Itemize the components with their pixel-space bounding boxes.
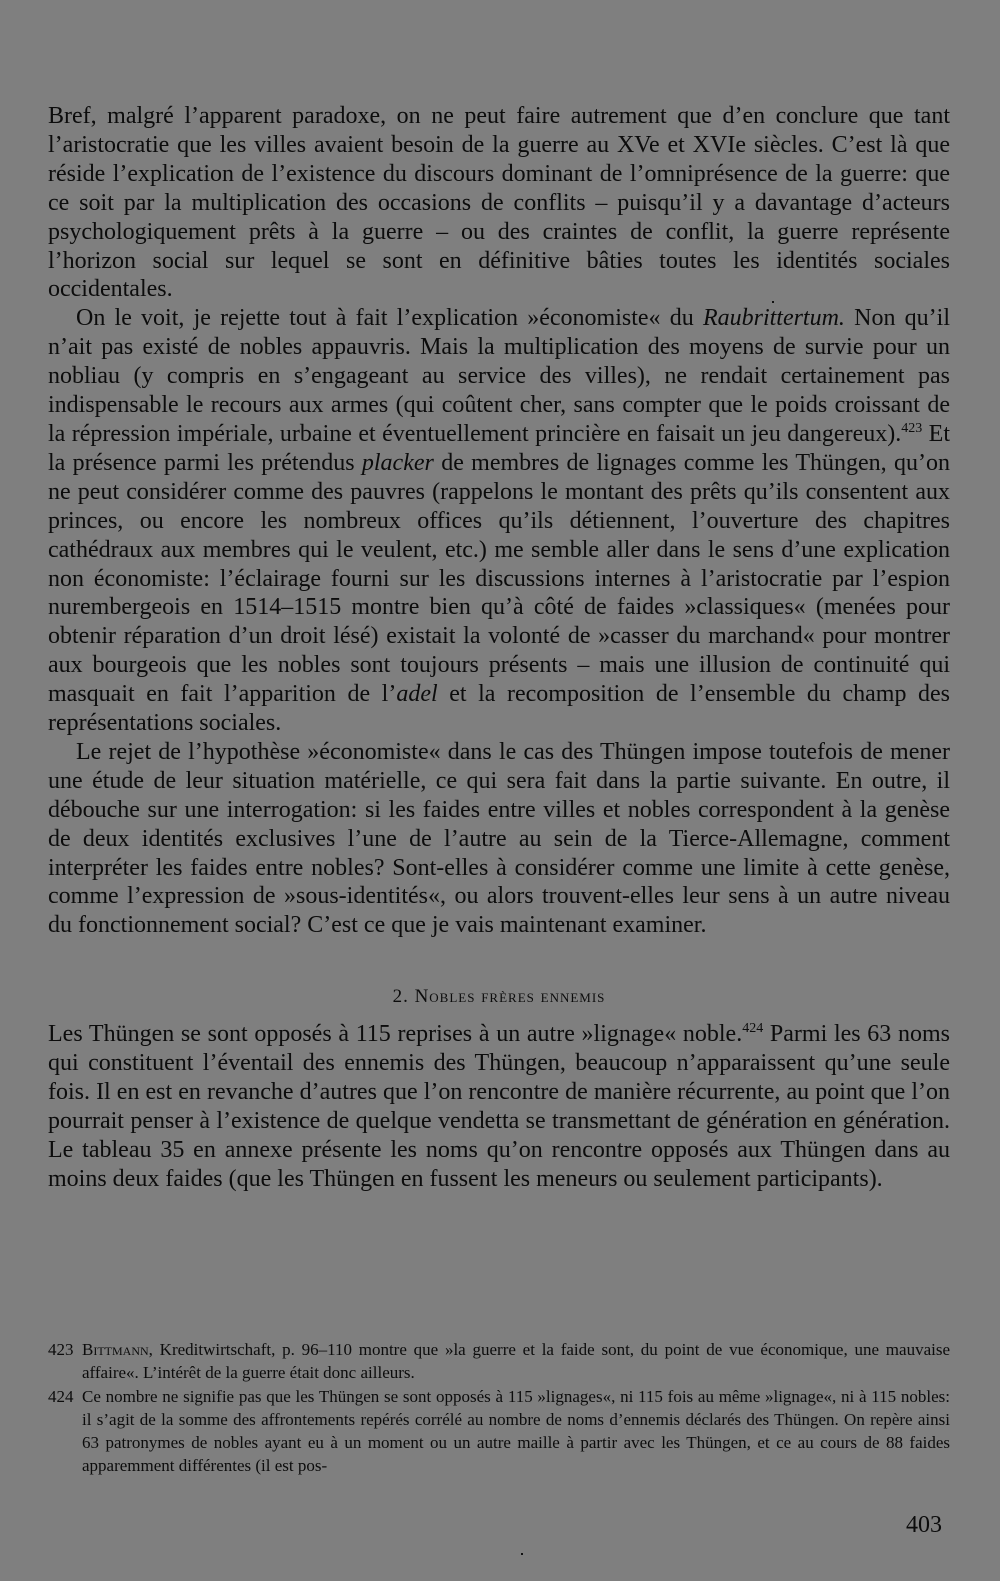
term-placker: placker (361, 449, 434, 476)
paragraph-4 (48, 1020, 950, 1193)
paragraph-2-text-a: On le voit, je rejette tout à fait l’explication »économiste« du (76, 305, 703, 332)
footnotes (48, 1338, 950, 1478)
paragraph-1-text: Bref, malgré l’apparent paradoxe, on ne peut faire autrement que d’en conclure que tant l’aristocratie que les villes avaient besoin de la guerre au XVe et XVIe siècles. C’est là que réside l’explication de l’existence du discours dominant de l’omniprésence de la guerre: que ce soit par la multiplication des occasions de conflits – puisqu’il y a davantage d’acteurs psychologiquement prêts à la guerre – ou des craintes de conflit, la guerre représente l’horizon social sur lequel se sont en définitive bâties toutes les identités sociales occidentales. (48, 103, 950, 303)
paragraph-4-text-a: Les Thüngen se sont opposés à 115 reprises à un autre »lignage« noble. (48, 1021, 743, 1048)
page-body (48, 102, 950, 1194)
paragraph-1 (48, 102, 950, 304)
paragraph-2-text-d: de membres de lignages comme les Thüngen, qu’on ne peut considérer comme des pauvres (rappelons le montant des prêts qu’ils consentent aux princes, ou encore les nombreux offices qu’ils détiennent, l’ouverture des chapitres cathédraux aux membres qui le veulent, etc.) me semble aller dans le sens d’une explication non économiste: l’éclairage fourni sur les discussions internes à l’aristocratie par l’espion nurembergeois en 1514–1515 montre bien qu’à côté de faides »classiques« (menées pour obtenir réparation d’un droit lésé) existait la volonté de »casser du marchand« pour montrer aux bourgeois que les nobles sont toujours présents – mais une illusion de continuité qui masquait en fait l’apparition de l’ (48, 449, 950, 708)
footnote-ref-423[interactable]: 423 (901, 420, 923, 436)
paragraph-2 (48, 304, 950, 738)
footnote-text (82, 1385, 950, 1477)
term-raubrittertum: Raubrittertum. (702, 305, 845, 332)
section-number: 2. (392, 986, 409, 1008)
scan-speck (521, 1553, 523, 1555)
section-title: Nobles frères ennemis (414, 986, 606, 1008)
section-heading (48, 986, 950, 1008)
term-adel: adel (396, 681, 438, 708)
footnote-number: 423 (48, 1340, 74, 1359)
paragraph-2-text-b: Non qu’il n’ait pas existé de nobles appauvris. Mais la multiplication des moyens de survie pour un nobliau (y compris en s’engageant au service des villes), ne rendait certainement pas indispensable le recours aux armes (qui coûtent cher, sans compter que le poids croissant de la répression impériale, urbaine et éventuellement princière en faisait un jeu dangereux). (48, 305, 950, 447)
footnote-author: Bittmann (82, 1340, 149, 1359)
footnote-ref-424[interactable]: 424 (742, 1021, 764, 1037)
scan-speck (772, 301, 774, 303)
page-number: 403 (906, 1512, 942, 1538)
paragraph-4-text-b: Parmi les 63 noms qui constituent l’éventail des ennemis des Thüngen, beaucoup n’apparaissent qu’une seule fois. Il en est en revanche d’autres que l’on rencontre de manière récurrente, au point que l’on pourrait penser à l’existence de quelque vendetta se transmettant de génération en génération. Le tableau 35 en annexe présente les noms qu’on rencontre opposés aux Thüngen dans au moins deux faides (que les Thüngen en fussent les meneurs ou seulement participants). (48, 1021, 951, 1192)
footnote-423 (48, 1338, 950, 1384)
footnote-424 (48, 1385, 950, 1477)
paragraph-3 (48, 738, 950, 940)
footnote-text (82, 1338, 950, 1384)
footnote-body: Ce nombre ne signifie pas que les Thüngen se sont opposés à 115 »lignages«, ni 115 fois au même »lignage«, ni à 115 nobles: il s’agit de la somme des affrontements repérés corrélé au nombre de noms d’ennemis déclarés des Thüngen. On repère ainsi 63 patronymes de nobles ayant eu à un moment ou un autre maille à partir avec les Thüngen, et ce au cours de 88 faides apparemment différentes (il est pos- (82, 1387, 950, 1475)
footnote-number: 424 (48, 1387, 74, 1406)
paragraph-2-text-e: et la recomposition de l’ensemble du champ des représentations sociales. (48, 681, 950, 737)
paragraph-2-text-c: Et la présence parmi les prétendus (48, 420, 951, 476)
footnote-body: , Kreditwirtschaft, p. 96–110 montre que »la guerre et la faide sont, du point de vue économique, une mauvaise affaire«. L’intérêt de la guerre était donc ailleurs. (82, 1340, 950, 1382)
paragraph-3-text: Le rejet de l’hypothèse »économiste« dans le cas des Thüngen impose toutefois de mener une étude de leur situation matérielle, ce qui sera fait dans la partie suivante. En outre, il débouche sur une interrogation: si les faides entre villes et nobles correspondent à la genèse de deux identités exclusives l’une de l’autre au sein de la Tierce-Allemagne, comment interpréter les faides entre nobles? Sont-elles à considérer comme une limite à cette genèse, comme l’expression de »sous-identités«, ou alors trouvent-elles leur sens à un autre niveau du fonctionnement social? C’est ce que je vais maintenant examiner. (48, 738, 950, 939)
